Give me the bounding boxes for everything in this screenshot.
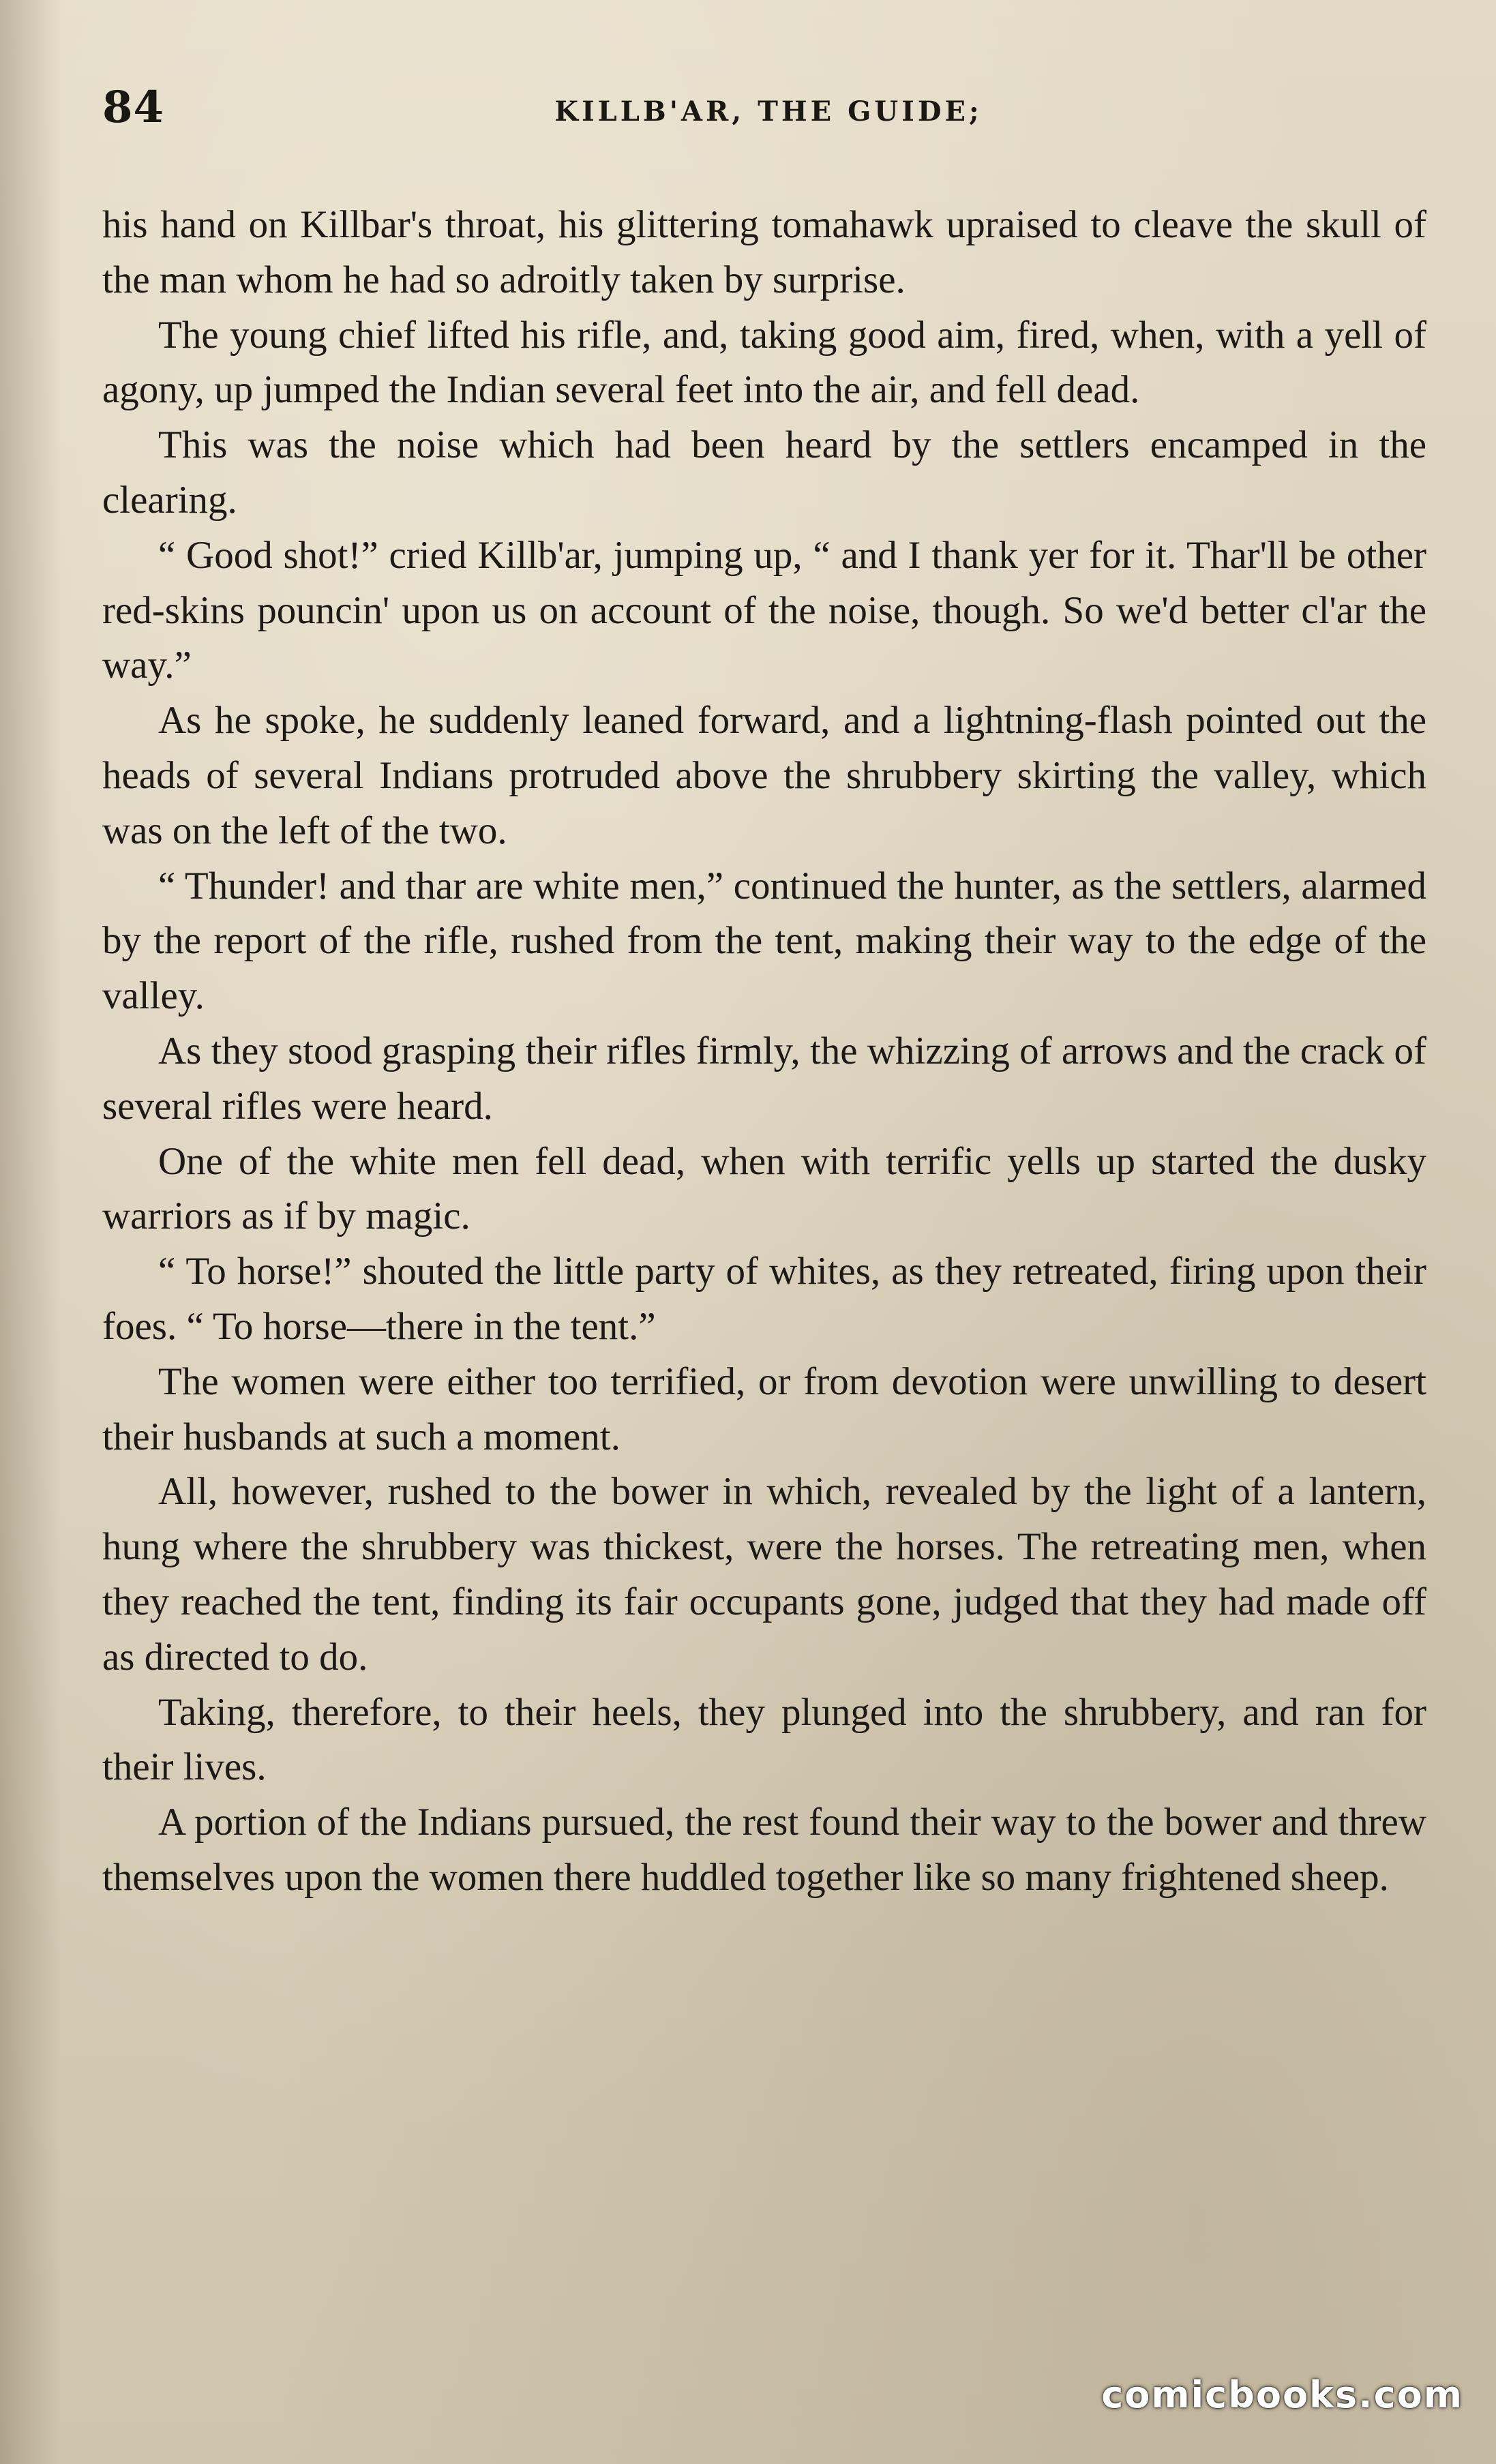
paragraph: The young chief lifted his rifle, and, taking good aim, fired, when, with a yell of agony, up jumped the Indian several feet into the air, and fell dead. bbox=[102, 313, 1426, 412]
paragraph: “ Thunder! and thar are white men,” continued the hunter, as the settlers, alarmed by the report of the rifle, rushed from the tent, making their way to the edge of the valley. bbox=[102, 864, 1426, 1018]
page-number: 84 bbox=[102, 82, 165, 133]
paragraph: All, however, rushed to the bower in which, revealed by the light of a lantern, hung where the shrubbery was thickest, were the horses. The retreating men, when they reached the tent, finding its fair occupants gone, judged that they had made off as directed to do. bbox=[102, 1470, 1426, 1679]
paragraph: A portion of the Indians pursued, the rest found their way to the bower and threw themselves upon the women there huddled together like so many frightened sheep. bbox=[102, 1801, 1426, 1899]
paragraph: Taking, therefore, to their heels, they plunged into the shrubbery, and ran for their lives. bbox=[102, 1690, 1426, 1789]
paragraph: his hand on Killbar's throat, his glittering tomahawk upraised to cleave the skull of the man whom he had so adroitly taken by surprise. bbox=[102, 203, 1426, 301]
paragraph: One of the white men fell dead, when with terrific yells up started the dusky warriors as if by magic. bbox=[102, 1139, 1426, 1238]
paragraph: This was the noise which had been heard by the settlers encamped in the clearing. bbox=[102, 423, 1426, 522]
binding-shadow bbox=[0, 0, 61, 2464]
paragraph: The women were either too terrified, or from devotion were unwilling to desert their husbands at such a moment. bbox=[102, 1359, 1426, 1458]
paragraph: As they stood grasping their rifles firmly, the whizzing of arrows and the crack of several rifles were heard. bbox=[102, 1029, 1426, 1128]
paragraph: “ Good shot!” cried Killb'ar, jumping up, “ and I thank yer for it. Thar'll be other red-skins pouncin' upon us on account of the noise, though. So we'd better cl'ar the way.” bbox=[102, 533, 1426, 687]
body-text bbox=[102, 198, 1426, 1906]
paragraph: “ To horse!” shouted the little party of whites, as they retreated, firing upon their foes. “ To horse—there in the tent.” bbox=[102, 1250, 1426, 1348]
running-title: KILLB'AR, THE GUIDE; bbox=[554, 95, 983, 127]
watermark: comicbooks.com bbox=[1101, 2373, 1463, 2416]
page-header bbox=[102, 82, 1435, 150]
paragraph: As he spoke, he suddenly leaned forward, and a lightning-flash pointed out the heads of several Indians protruded above the shrubbery skirting the valley, which was on the left of the two. bbox=[102, 699, 1426, 852]
